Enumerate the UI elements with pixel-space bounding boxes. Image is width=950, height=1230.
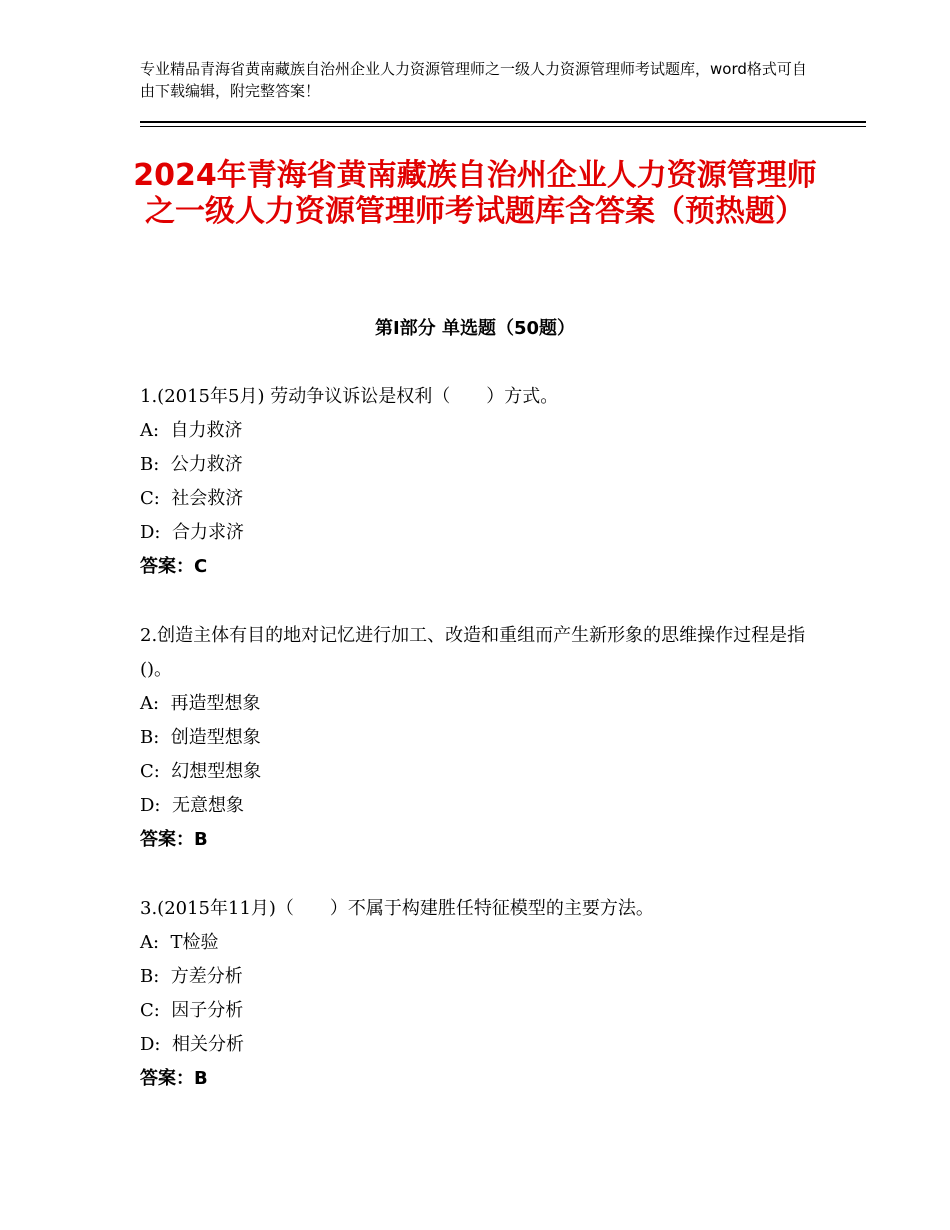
section-title: 第Ⅰ部分 单选题（50题） — [374, 318, 575, 339]
answer-value: B — [194, 1068, 208, 1089]
option-c: C: 幻想型想象 — [140, 761, 262, 782]
answer-label: 答案： — [140, 829, 194, 850]
question-1 — [140, 380, 820, 584]
option-d: D: 相关分析 — [140, 1034, 244, 1055]
option-d: D: 无意想象 — [140, 795, 244, 816]
option-d: D: 合力求济 — [140, 522, 244, 543]
answer-line — [140, 1062, 820, 1096]
header-note: 专业精品青海省黄南藏族自治州企业人力资源管理师之一级人力资源管理师考试题库，word格式可自由下载编辑，附完整答案！ — [140, 60, 807, 100]
option-b: B: 创造型想象 — [140, 727, 261, 748]
answer-label: 答案： — [140, 1068, 194, 1089]
answer-value: B — [194, 829, 208, 850]
option-b: B: 公力救济 — [140, 454, 243, 475]
answer-line — [140, 823, 820, 857]
answer-label: 答案： — [140, 556, 194, 577]
option-c: C: 社会救济 — [140, 488, 244, 509]
answer-value: C — [194, 556, 208, 577]
question-stem: 2.创造主体有目的地对记忆进行加工、改造和重组而产生新形象的思维操作过程是指()。 — [140, 625, 806, 680]
option-a: A: T检验 — [140, 932, 219, 953]
document-title: 2024年青海省黄南藏族自治州企业人力资源管理师之一级人力资源管理师考试题库含答案（预热题） — [133, 158, 817, 229]
question-2 — [140, 619, 820, 857]
answer-line — [140, 550, 820, 584]
option-a: A: 再造型想象 — [140, 693, 261, 714]
option-a: A: 自力救济 — [140, 420, 243, 441]
header-rule-thin — [140, 126, 866, 127]
question-stem: 3.(2015年11月)（ ）不属于构建胜任特征模型的主要方法。 — [140, 898, 654, 919]
option-c: C: 因子分析 — [140, 1000, 244, 1021]
header-rule — [140, 121, 866, 123]
question-stem: 1.(2015年5月) 劳动争议诉讼是权利（ ）方式。 — [140, 386, 559, 407]
question-3 — [140, 892, 820, 1096]
option-b: B: 方差分析 — [140, 966, 243, 987]
